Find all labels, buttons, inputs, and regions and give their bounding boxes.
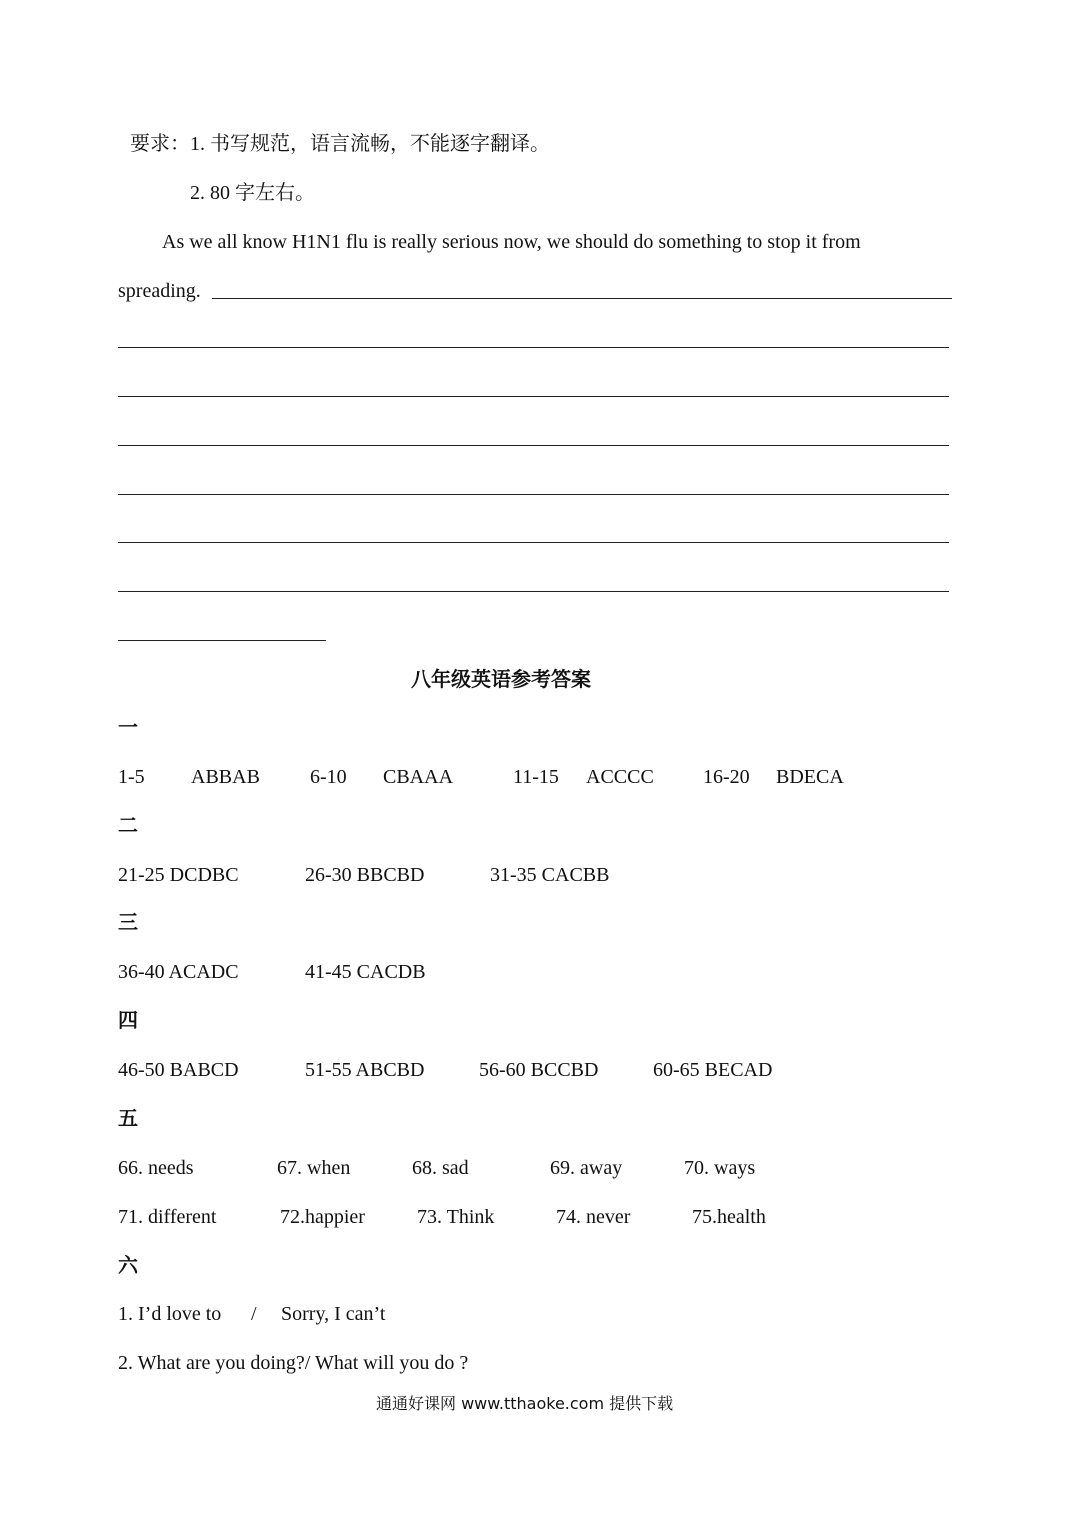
section-heading: 一 bbox=[118, 717, 138, 739]
writing-line bbox=[118, 396, 949, 397]
answer-letters: BDECA bbox=[776, 766, 844, 788]
answer-item: 21-25 DCDBC bbox=[118, 864, 239, 886]
writing-line bbox=[118, 591, 949, 592]
essay-prompt-line-2: spreading. bbox=[118, 280, 201, 302]
answer-item: 69. away bbox=[550, 1157, 623, 1179]
answer-item: 31-35 CACBB bbox=[490, 864, 610, 886]
writing-line bbox=[118, 494, 949, 495]
answer-item: 71. different bbox=[118, 1206, 217, 1228]
answer-item: Sorry, I can’t bbox=[281, 1303, 386, 1325]
answer-item: 74. never bbox=[556, 1206, 631, 1228]
answer-item: 70. ways bbox=[684, 1157, 756, 1179]
answer-separator: / bbox=[251, 1303, 257, 1325]
answer-item: 1. I’d love to bbox=[118, 1303, 222, 1325]
section-heading: 五 bbox=[118, 1108, 138, 1130]
answer-item: 51-55 ABCBD bbox=[305, 1059, 425, 1081]
answer-item: 36-40 ACADC bbox=[118, 961, 239, 983]
footer-source: 通通好课网 www.tthaoke.com 提供下载 bbox=[376, 1394, 674, 1413]
answer-item: 60-65 BECAD bbox=[653, 1059, 773, 1081]
answer-letters: ABBAB bbox=[191, 766, 260, 788]
writing-line bbox=[118, 542, 949, 543]
answer-item: 46-50 BABCD bbox=[118, 1059, 239, 1081]
essay-prompt-line-1: As we all know H1N1 flu is really serious now, we should do something to stop it from bbox=[162, 231, 861, 253]
answer-range: 11-15 bbox=[513, 766, 559, 788]
answer-range: 16-20 bbox=[703, 766, 750, 788]
section-heading: 六 bbox=[118, 1255, 138, 1277]
section-heading: 二 bbox=[118, 815, 138, 837]
answer-item: 72.happier bbox=[280, 1206, 365, 1228]
answer-item: 26-30 BBCBD bbox=[305, 864, 425, 886]
answer-key-title: 八年级英语参考答案 bbox=[411, 669, 591, 691]
answer-item: 67. when bbox=[277, 1157, 351, 1179]
answer-item: 41-45 CACDB bbox=[305, 961, 426, 983]
answer-range: 6-10 bbox=[310, 766, 347, 788]
answer-item: 66. needs bbox=[118, 1157, 194, 1179]
answer-item: 68. sad bbox=[412, 1157, 469, 1179]
answer-item: 73. Think bbox=[417, 1206, 495, 1228]
answer-letters: ACCCC bbox=[586, 766, 654, 788]
writing-line bbox=[118, 347, 949, 348]
answer-letters: CBAAA bbox=[383, 766, 454, 788]
writing-line bbox=[118, 640, 326, 641]
answer-item: 75.health bbox=[692, 1206, 766, 1228]
requirement-line-1: 要求：1. 书写规范，语言流畅，不能逐字翻译。 bbox=[130, 133, 550, 155]
writing-line bbox=[118, 445, 949, 446]
requirement-line-2: 2. 80 字左右。 bbox=[190, 182, 315, 204]
answer-range: 1-5 bbox=[118, 766, 145, 788]
section-heading: 四 bbox=[118, 1010, 138, 1032]
answer-item: 2. What are you doing?/ What will you do ? bbox=[118, 1352, 469, 1374]
answer-item: 56-60 BCCBD bbox=[479, 1059, 599, 1081]
section-heading: 三 bbox=[118, 912, 138, 934]
writing-line bbox=[212, 298, 952, 299]
